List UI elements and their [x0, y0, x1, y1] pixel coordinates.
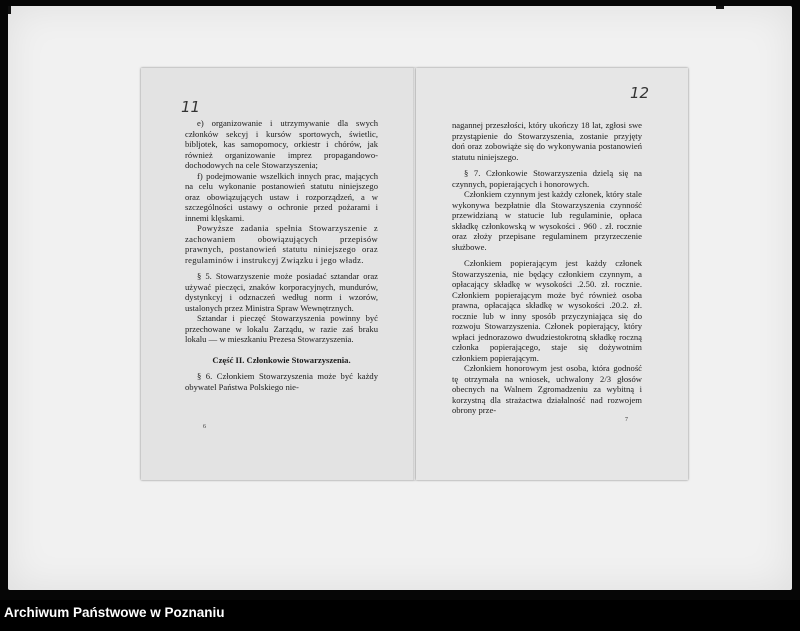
archive-footer [0, 600, 800, 631]
left-page-number: 6 [203, 424, 206, 430]
right-page-text [452, 120, 642, 416]
left-page-text [185, 118, 378, 392]
corner-mark [8, 6, 11, 14]
corner-mark [716, 6, 724, 9]
paragraph: Członkiem honorowym jest osoba, która godność tę otrzymała na wniosek, uchwalony 2/3 głosów obecnych na Walnem Zgromadzeniu za wybitną i korzystną dla strażactwa działalność nad rozwojem obrony prze- [452, 363, 642, 415]
paragraph: Powyższe zadania spełnia Stowarzyszenie z zachowaniem obowiązujących przepisów prawnych, postanowień statutu niniejszego oraz regulaminów i instrukcyj Związku i jego władz. [185, 223, 378, 265]
paragraph: Sztandar i pieczęć Stowarzyszenia powinny być przechowane w lokalu Zarządu, w razie zaś braku lokalu — w mieszkaniu Prezesa Stowarzyszenia. [185, 313, 378, 344]
paragraph: Członkiem popierającym jest każdy członek Stowarzyszenia, nie będący członkiem czynnym, a opłacający składkę w wysokości .2.50. zł. rocznie. Członkiem popierającym może być również osoba prawna, opłacająca składkę w wysokości .20.2. zł. rocznie lub w inny sposób przyczyniająca się do rozwoju Stowarzyszenia. Członek popierający, który wpłaci jednorazowo dwudziestokrotną składkę roczną członka popierającego, staje się dożywotnim członkiem popierającym. [452, 258, 642, 363]
paragraph: § 7. Członkowie Stowarzyszenia dzielą się na czynnych, popierających i honorowych. [452, 168, 642, 189]
paragraph: f) podejmowanie wszelkich innych prac, mających na celu wykonanie postanowień statutu niniejszego oraz obowiązujących ustaw i rozporządzeń, a w szczególności ustawy o ochronie przed pożarami i innemi klęskami. [185, 170, 378, 223]
paragraph: Członkiem czynnym jest każdy członek, który stale wykonywa bezpłatnie dla Stowarzyszenia czynność przewidzianą w statucie lub regulaminie, opłaca składkę członkowską w wysokości . 960 . zł. rocznie oraz złoży przepisane regulaminem przyrzeczenie służbowe. [452, 189, 642, 252]
right-handwritten-number: 12 [630, 84, 650, 102]
left-handwritten-number: 11 [181, 98, 201, 116]
paragraph: § 6. Członkiem Stowarzyszenia może być każdy obywatel Państwa Polskiego nie- [185, 371, 378, 392]
paragraph: § 5. Stowarzyszenie może posiadać sztandar oraz używać pieczęci, znaków korporacyjnych, mundurów, dystynkcyj i odznaczeń według norm i wzorów, ustalonych przez Ministra Spraw Wewnętrznych. [185, 271, 378, 313]
right-page-number: 7 [625, 417, 628, 423]
left-page [141, 68, 415, 480]
paragraph: e) organizowanie i utrzymywanie dla swych członków sekcyj i kursów sportowych, świetlic, bibljotek, kas samopomocy, orkiestr i chórów, jak również organizowanie imprez propagandowo-dochodowych na cele Stowarzyszenia; [185, 118, 378, 170]
section-heading: Część II. Członkowie Stowarzyszenia. [212, 354, 351, 365]
paragraph: nagannej przeszłości, który ukończy 18 lat, zgłosi swe przystąpienie do Stowarzyszenia, zostanie przyjęty doń oraz zobowiąże się do wykonywania postanowień statutu niniejszego. [452, 120, 642, 162]
archive-name: Archiwum Państwowe w Poznaniu [4, 605, 225, 620]
right-page [416, 68, 688, 480]
